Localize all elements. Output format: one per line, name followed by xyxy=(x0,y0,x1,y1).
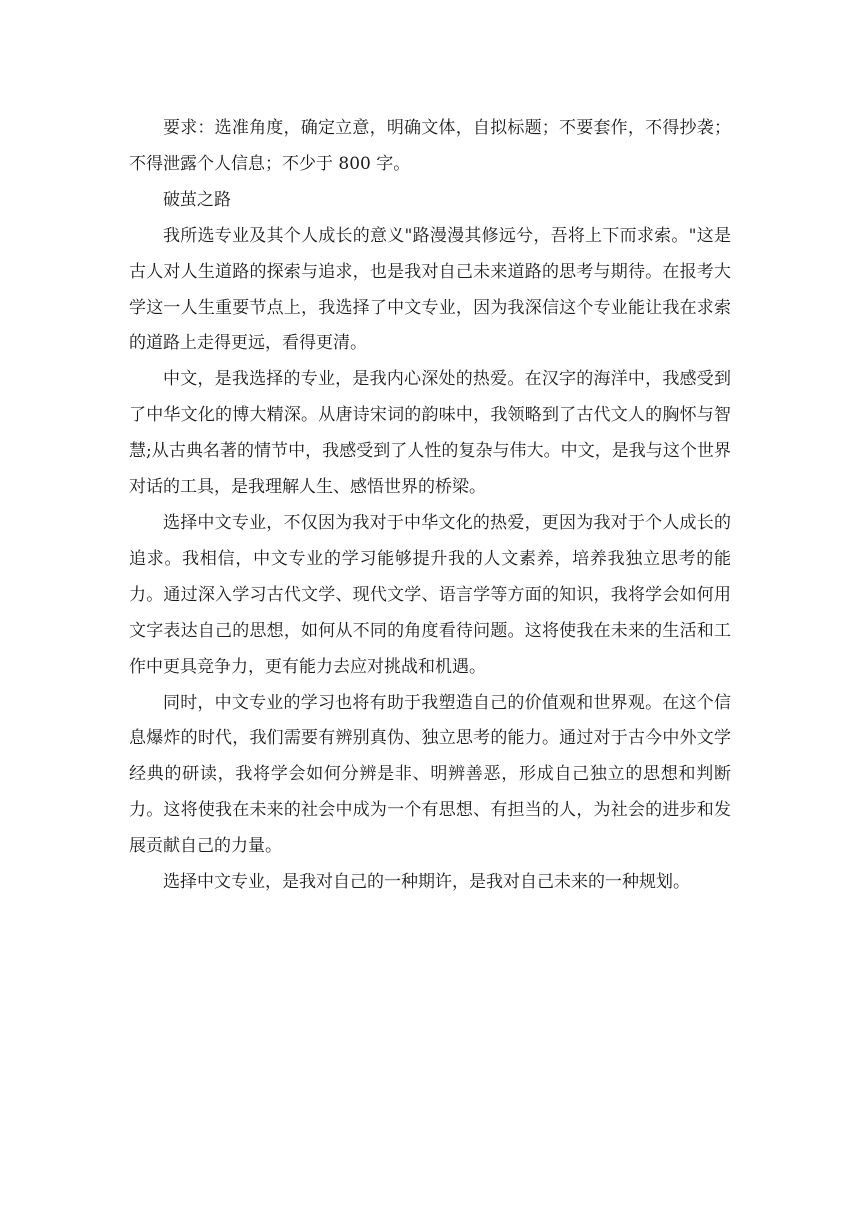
essay-title: 破茧之路 xyxy=(163,189,231,210)
body-paragraph: 同时，中文专业的学习也将有助于我塑造自己的价值观和世界观。在这个信息爆炸的时代，我们需要有辨别真伪、独立思考的能力。通过对于古今中外文学经典的研读，我将学会如何分辨是非、明辨善恶，形成自己独立的思想和判断力。这将使我在未来的社会中成为一个有思想、有担当的人，为社会的进步和发展贡献自己的力量。 xyxy=(129,692,731,857)
body-paragraph: 我所选专业及其个人成长的意义"路漫漫其修远兮，吾将上下而求索。"这是古人对人生道路的探索与追求，也是我对自己未来道路的思考与期待。在报考大学这一人生重要节点上，我选择了中文专业，因为我深信这个专业能让我在求索的道路上走得更远，看得更清。 xyxy=(129,225,731,354)
body-paragraph: 选择中文专业，是我对自己的一种期许，是我对自己未来的一种规划。 xyxy=(163,872,690,893)
body-paragraph: 选择中文专业，不仅因为我对于中华文化的热爱，更因为我对于个人成长的追求。我相信，中文专业的学习能够提升我的人文素养，培养我独立思考的能力。通过深入学习古代文学、现代文学、语言学等方面的知识，我将学会如何用文字表达自己的思想，如何从不同的角度看待问题。这将使我在未来的生活和工作中更具竞争力，更有能力去应对挑战和机遇。 xyxy=(129,512,731,677)
requirements-paragraph: 要求：选准角度，确定立意，明确文体，自拟标题；不要套作，不得抄袭；不得泄露个人信息；不少于 800 字。 xyxy=(129,118,731,174)
document-body xyxy=(129,111,731,901)
body-paragraph: 中文，是我选择的专业，是我内心深处的热爱。在汉字的海洋中，我感受到了中华文化的博大精深。从唐诗宋词的韵味中，我领略到了古代文人的胸怀与智慧;从古典名著的情节中，我感受到了人性的复杂与伟大。中文，是我与这个世界对话的工具，是我理解人生、感悟世界的桥梁。 xyxy=(129,369,731,498)
